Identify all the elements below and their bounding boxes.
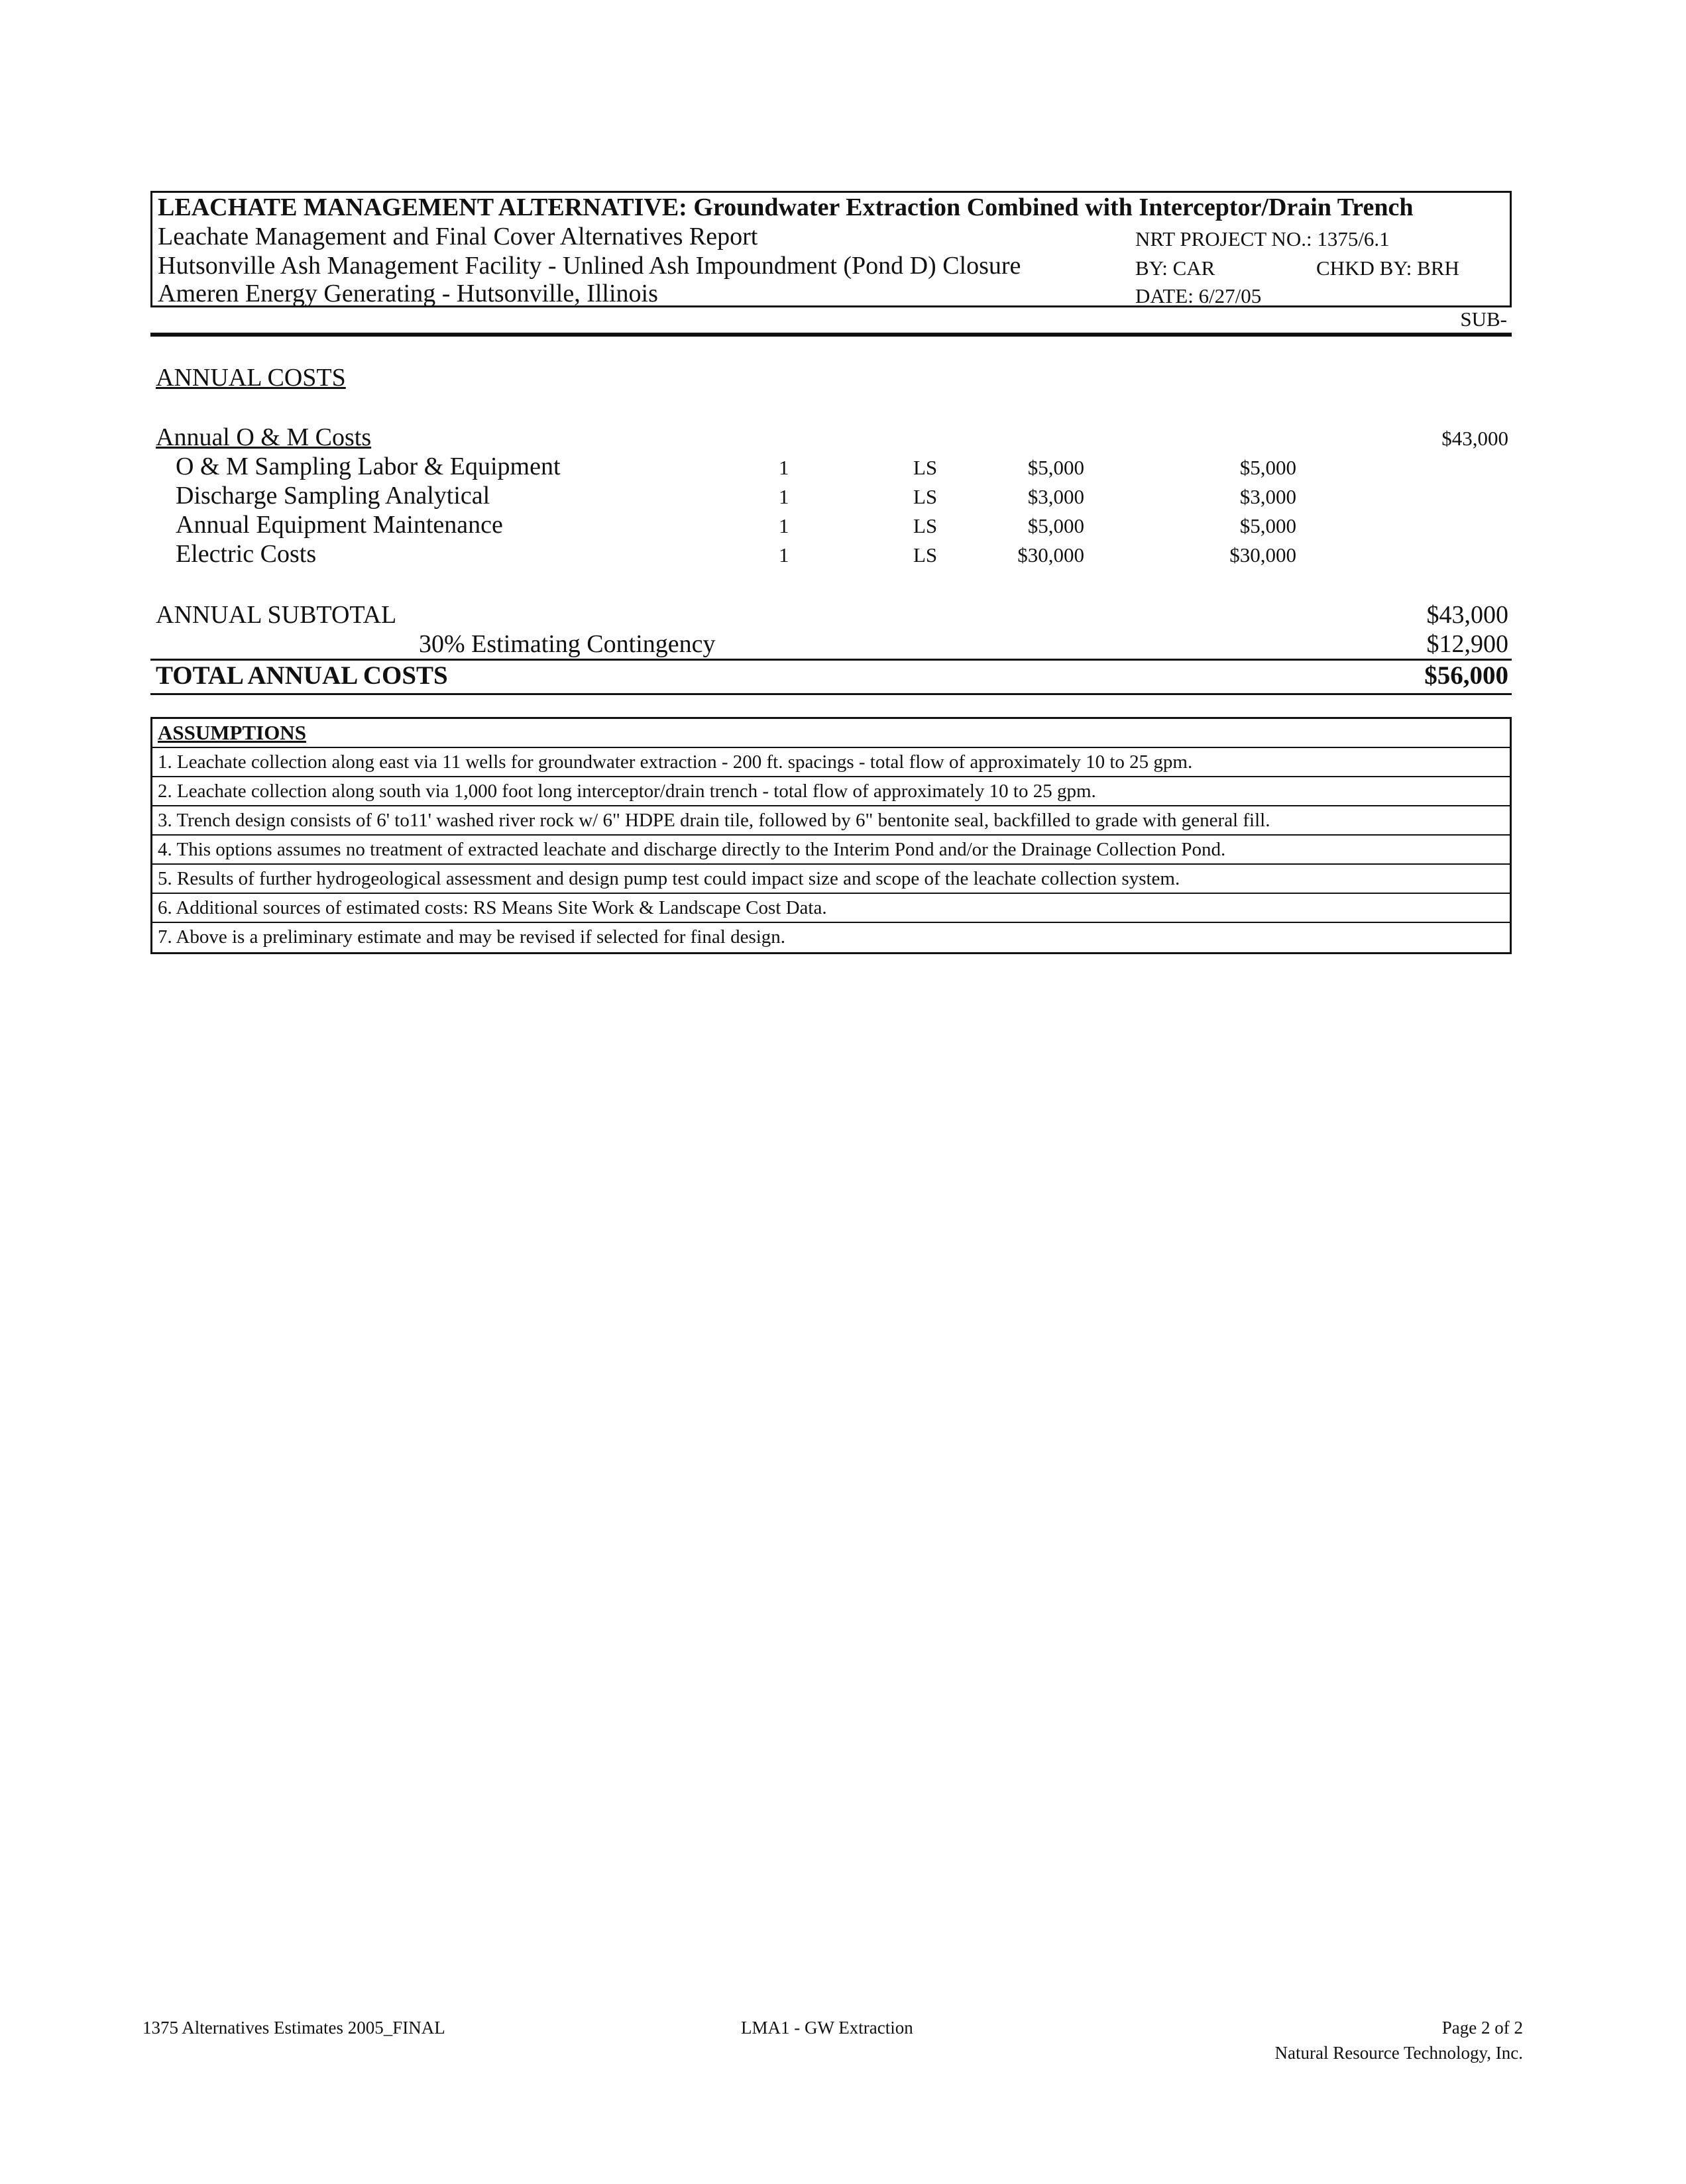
- item-unit: LS: [913, 514, 938, 537]
- om-costs-subtotal: $43,000: [1441, 427, 1508, 450]
- item-unit-cost: $30,000: [1017, 543, 1084, 567]
- assumption-item: 6. Additional sources of estimated costs: RS Means Site Work & Landscape Cost Data.: [152, 894, 1510, 923]
- assumption-item: 3. Trench design consists of 6' to11' washed river rock w/ 6" HDPE drain tile, followed by 6" bentonite seal, backfilled to grade with general fill.: [152, 806, 1510, 836]
- item-unit: LS: [913, 456, 938, 479]
- item-total: $30,000: [1229, 543, 1296, 567]
- item-quantity: 1: [779, 543, 789, 567]
- date: DATE: 6/27/05: [1135, 284, 1262, 307]
- total-bottom-divider: [150, 693, 1512, 695]
- assumption-item: 4. This options assumes no treatment of extracted leachate and discharge directly to the Interim Pond and/or the Drainage Collection Pond.: [152, 836, 1510, 865]
- item-quantity: 1: [779, 456, 789, 479]
- annual-costs-heading: ANNUAL COSTS: [156, 364, 346, 392]
- assumptions-title: ASSUMPTIONS: [152, 719, 1510, 748]
- item-total: $5,000: [1239, 456, 1296, 479]
- total-annual-costs-value: $56,000: [1424, 661, 1508, 690]
- assumptions-box: [150, 717, 1512, 954]
- contingency-value: $12,900: [1426, 630, 1508, 658]
- item-name: O & M Sampling Labor & Equipment: [176, 453, 561, 480]
- assumption-item: 2. Leachate collection along south via 1,000 foot long interceptor/drain trench - total flow of approximately 10 to 25 gpm.: [152, 777, 1510, 806]
- header-box: [150, 191, 1512, 307]
- item-unit-cost: $5,000: [1027, 514, 1084, 537]
- item-name: Electric Costs: [176, 540, 317, 568]
- item-name: Annual Equipment Maintenance: [176, 511, 503, 539]
- sub-column-label: SUB-: [1460, 307, 1507, 331]
- footer-filename: 1375 Alternatives Estimates 2005_FINAL: [142, 2018, 445, 2038]
- item-unit: LS: [913, 485, 938, 508]
- document-title: LEACHATE MANAGEMENT ALTERNATIVE: Groundwater Extraction Combined with Interceptor/Drain Trench: [158, 193, 1414, 221]
- assumption-item: 7. Above is a preliminary estimate and may be revised if selected for final design.: [158, 926, 786, 948]
- item-total: $5,000: [1239, 514, 1296, 537]
- assumption-item: 5. Results of further hydrogeological assessment and design pump test could impact size and scope of the leachate collection system.: [152, 865, 1510, 894]
- footer-sheet-name: LMA1 - GW Extraction: [741, 2018, 913, 2038]
- assumption-item: 1. Leachate collection along east via 11 wells for groundwater extraction - 200 ft. spacings - total flow of approximately 10 to 25 gpm.: [152, 748, 1510, 777]
- item-unit: LS: [913, 543, 938, 567]
- checked-by: CHKD BY: BRH: [1316, 256, 1459, 280]
- annual-subtotal-label: ANNUAL SUBTOTAL: [156, 601, 397, 629]
- total-divider: [150, 659, 1512, 661]
- contingency-label: 30% Estimating Contingency: [419, 630, 716, 658]
- item-unit-cost: $3,000: [1027, 485, 1084, 508]
- report-name: Leachate Management and Final Cover Alternatives Report: [158, 223, 758, 250]
- item-unit-cost: $5,000: [1027, 456, 1084, 479]
- item-total: $3,000: [1239, 485, 1296, 508]
- prepared-by: BY: CAR: [1135, 256, 1215, 280]
- item-quantity: 1: [779, 514, 789, 537]
- footer-company: Natural Resource Technology, Inc.: [1274, 2043, 1523, 2063]
- item-quantity: 1: [779, 485, 789, 508]
- company-location: Ameren Energy Generating - Hutsonville, Illinois: [158, 280, 658, 307]
- om-costs-heading: Annual O & M Costs: [156, 423, 372, 451]
- total-annual-costs-label: TOTAL ANNUAL COSTS: [156, 661, 448, 690]
- item-name: Discharge Sampling Analytical: [176, 482, 490, 510]
- facility-name: Hutsonville Ash Management Facility - Unlined Ash Impoundment (Pond D) Closure: [158, 252, 1021, 280]
- footer-page-number: Page 2 of 2: [1441, 2018, 1523, 2038]
- header-divider: [150, 333, 1512, 337]
- annual-subtotal-value: $43,000: [1426, 601, 1508, 629]
- project-number: NRT PROJECT NO.: 1375/6.1: [1135, 227, 1390, 250]
